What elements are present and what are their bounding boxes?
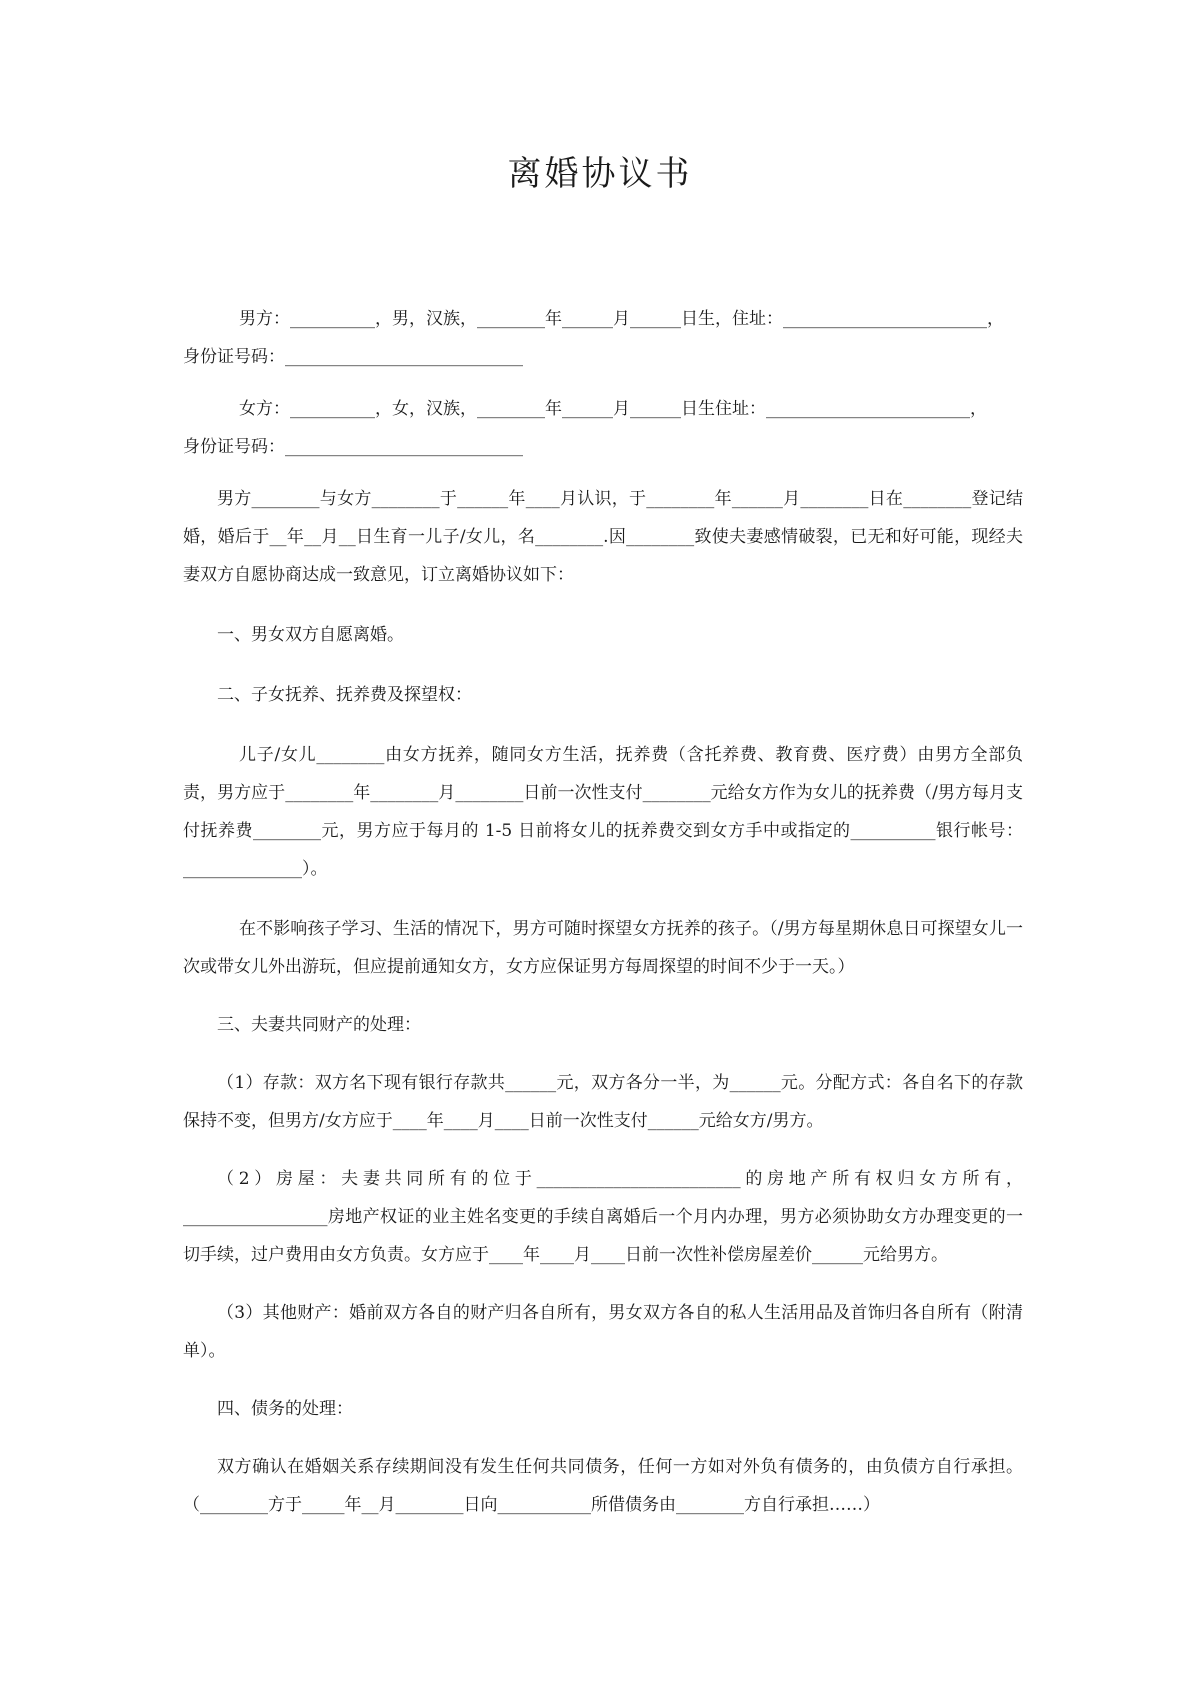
- clause-3-heading: 三、夫妻共同财产的处理：: [217, 1015, 421, 1035]
- clause-2-heading: 二、子女抚养、抚养费及探望权：: [217, 685, 472, 705]
- clause-1-heading: 一、男女双方自愿离婚。: [217, 625, 404, 645]
- debt-paragraph: 双方确认在婚姻关系存续期间没有发生任何共同债务，任何一方如对外负有债务的，由负债方自行承担。（________方于_____年__月________日向___________所借债务由________方自行承担……）: [183, 1457, 1023, 1515]
- deposit-paragraph: （1）存款：双方名下现有银行存款共______元，双方各分一半，为______元。分配方式：各自名下的存款保持不变，但男方/女方应于____年____月____日前一次性支付______元给女方/男方。: [183, 1073, 1023, 1131]
- male-party-line: 男方：__________，男，汉族，________年______月______日生，住址：________________________，: [239, 309, 1004, 329]
- other-property-paragraph: （3）其他财产：婚前双方各自的财产归各自所有，男女双方各自的私人生活用品及首饰归各自所有（附清单）。: [183, 1303, 1023, 1361]
- female-id-line: 身份证号码：____________________________: [183, 437, 523, 457]
- male-id-line: 身份证号码：____________________________: [183, 347, 523, 367]
- female-party-line: 女方：__________，女，汉族，________年______月______日生住址：________________________，: [239, 399, 987, 419]
- document-body: [183, 300, 1023, 1524]
- document-title: 离婚协议书: [507, 154, 693, 194]
- intro-paragraph: 男方________与女方________于______年____月认识，于________年______月________日在________登记结婚，婚后于__年__月__日生育一儿子/女儿，名________.因________致使夫妻感情破裂，已无和好可能，现经夫妻双方自愿协商达成一致意见，订立离婚协议如下：: [183, 489, 1023, 585]
- house-paragraph: （2）房屋：夫妻共同所有的位于________________________的房地产所有权归女方所有，_________________房地产权证的业主姓名变更的手续自离婚后一个月内办理，男方必须协助女方办理变更的一切手续，过户费用由女方负责。女方应于____年____月____日前一次性补偿房屋差价______元给男方。: [183, 1169, 1023, 1265]
- visitation-paragraph: 在不影响孩子学习、生活的情况下，男方可随时探望女方抚养的孩子。（/男方每星期休息日可探望女儿一次或带女儿外出游玩，但应提前通知女方，女方应保证男方每周探望的时间不少于一天。）: [183, 919, 1023, 977]
- custody-paragraph: 儿子/女儿________由女方抚养，随同女方生活，抚养费（含托养费、教育费、医疗费）由男方全部负责，男方应于________年________月________日前一次性支付________元给女方作为女儿的抚养费（/男方每月支付抚养费________元，男方应于每月的 1-5 日前将女儿的抚养费交到女方手中或指定的__________银行帐号：______________）。: [183, 745, 1023, 879]
- clause-4-heading: 四、债务的处理：: [217, 1399, 353, 1419]
